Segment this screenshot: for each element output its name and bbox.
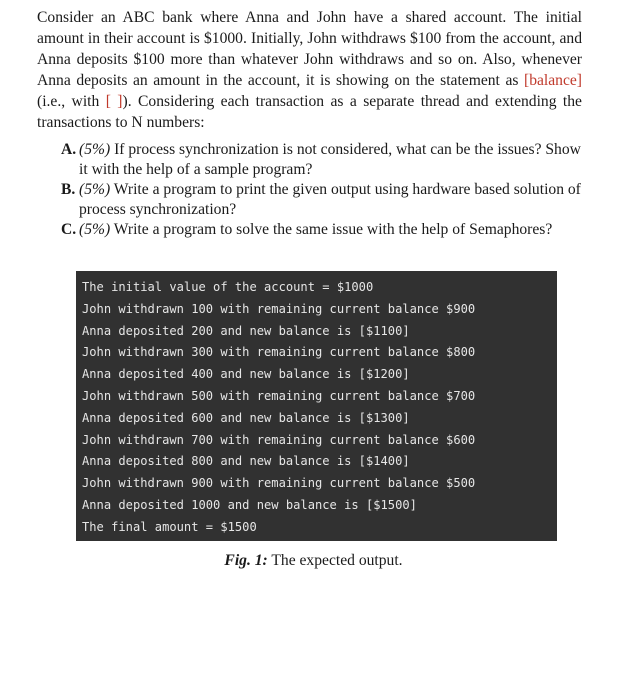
question-list — [37, 140, 582, 240]
question-letter: B. — [61, 181, 76, 198]
terminal-line: Anna deposited 800 and new balance is [$1400] — [82, 454, 410, 469]
question-body — [79, 180, 582, 220]
question-body — [79, 140, 582, 180]
terminal-line: John withdrawn 300 with remaining current balance $800 — [82, 345, 476, 360]
question-percent: (5%) — [79, 141, 111, 158]
document-page — [37, 7, 582, 240]
problem-statement — [37, 7, 582, 133]
figure-label: Fig. 1: — [224, 552, 268, 569]
question-item-c — [61, 220, 582, 240]
terminal-line: The initial value of the account = $1000 — [82, 280, 374, 294]
intro-part3: ). Considering each transaction as a separate thread and extending the transactions to N numbers: — [37, 93, 582, 131]
terminal-line: John withdrawn 700 with remaining current balance $600 — [82, 432, 476, 447]
question-letter: A. — [61, 141, 77, 158]
question-item-a — [61, 140, 582, 180]
terminal-line: John withdrawn 900 with remaining current balance $500 — [82, 476, 476, 491]
question-letter: C. — [61, 221, 77, 238]
question-percent: (5%) — [79, 181, 111, 198]
terminal-line: Anna deposited 200 and new balance is [$1100] — [82, 323, 410, 338]
figure-caption — [0, 552, 627, 570]
question-body — [79, 220, 582, 240]
question-text: Write a program to solve the same issue with the help of Semaphores? — [110, 221, 553, 238]
terminal-line: Anna deposited 600 and new balance is [$1300] — [82, 410, 410, 425]
question-percent: (5%) — [79, 221, 111, 238]
bracket-token: [ ] — [105, 93, 123, 110]
terminal-output — [76, 271, 557, 541]
figure-caption-text: The expected output. — [267, 552, 403, 569]
terminal-line: Anna deposited 1000 and new balance is [$1500] — [82, 497, 417, 512]
terminal-line: Anna deposited 400 and new balance is [$1200] — [82, 367, 410, 382]
intro-part2: (i.e., with — [37, 93, 106, 110]
terminal-line: John withdrawn 100 with remaining current balance $900 — [82, 301, 476, 316]
question-item-b — [61, 180, 582, 220]
terminal-line: The final amount = $1500 — [82, 519, 257, 534]
question-text: If process synchronization is not considered, what can be the issues? Show it with the help of a sample program? — [79, 141, 581, 178]
balance-token: [balance] — [524, 72, 582, 89]
terminal-line: John withdrawn 500 with remaining current balance $700 — [82, 388, 476, 403]
question-text: Write a program to print the given output using hardware based solution of process synchronization? — [79, 181, 581, 218]
intro-part1: Consider an ABC bank where Anna and John have a shared account. The initial amount in their account is $1000. Initially, John withdraws $100 from the account, and Anna deposits $100 more than whatever John withdraws and so on. Also, whenever Anna deposits an amount in the account, it is showing on the statement as — [37, 9, 582, 89]
